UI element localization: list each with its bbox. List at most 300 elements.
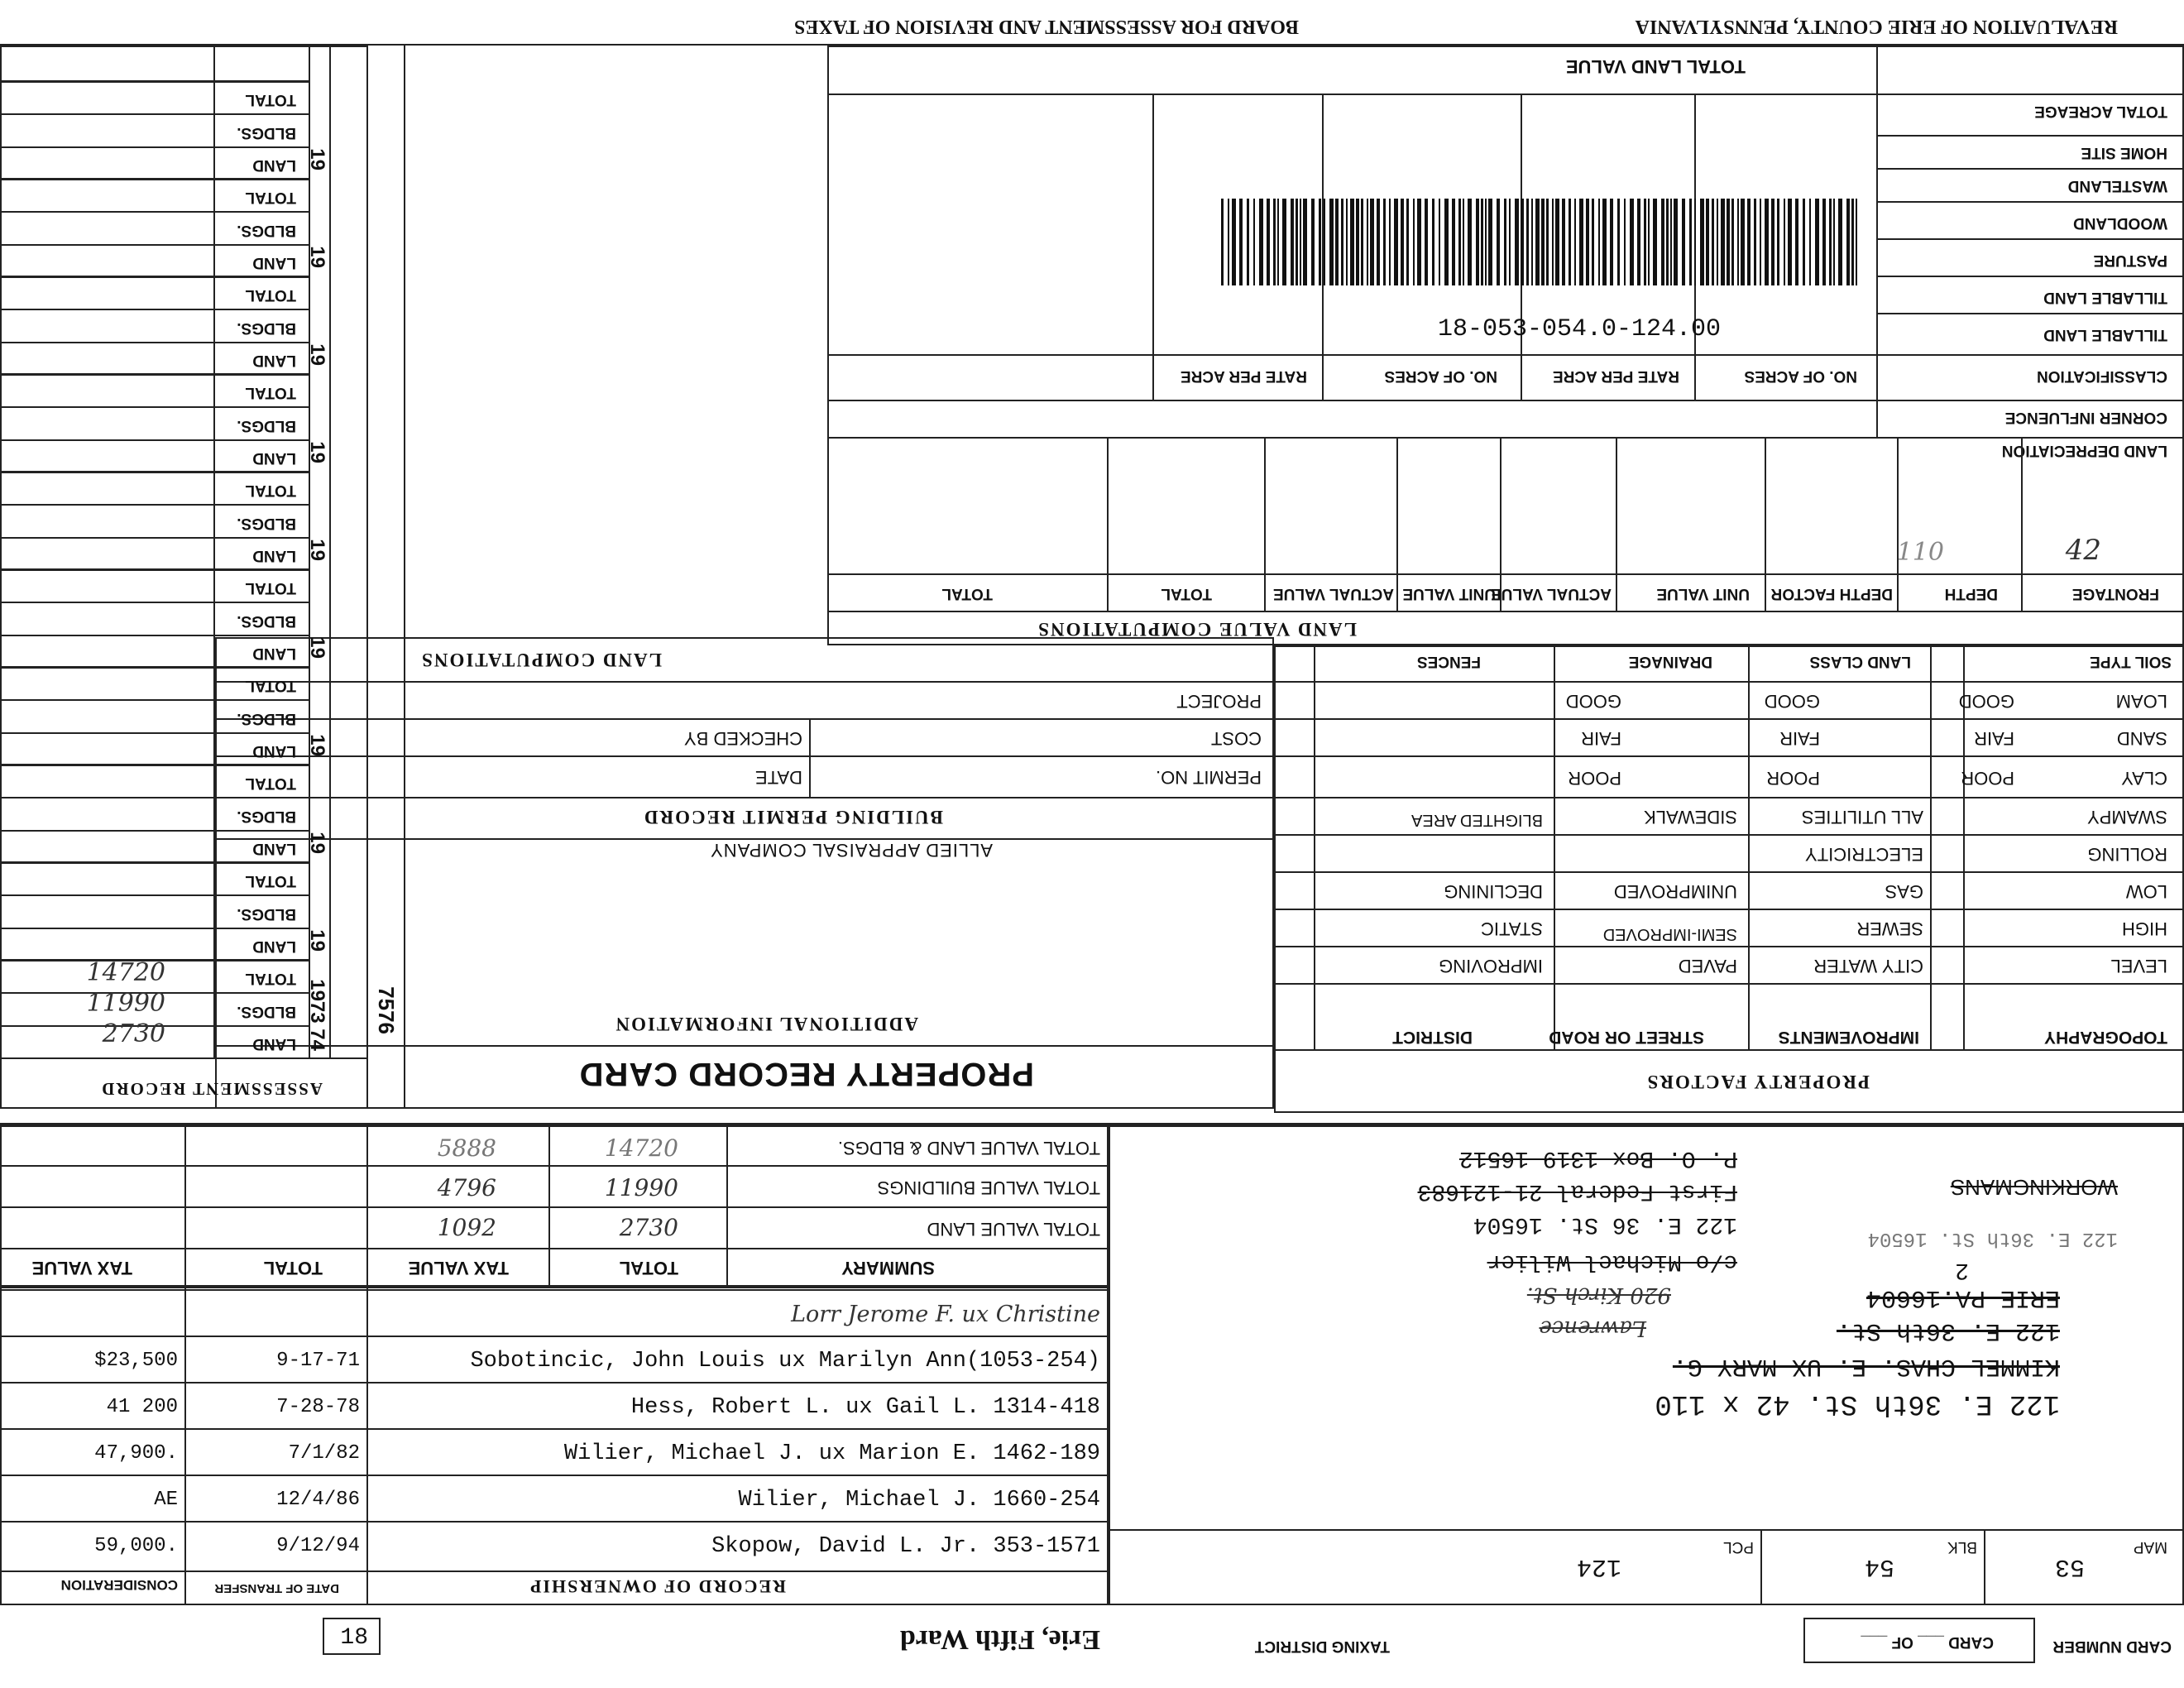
assessment-label: TOTAL	[245, 384, 296, 402]
summary-tax-0: 1092	[437, 1214, 496, 1241]
permit-project: PROJECT	[1176, 691, 1262, 712]
assessment-grid-line	[0, 471, 310, 473]
grade-fair-2: FAIR	[1779, 728, 1820, 749]
barcode-bar	[1541, 199, 1545, 285]
addr-line-2: 122 E. 36 St. 16504	[1473, 1211, 1737, 1237]
summary-extra-tax: TAX VALUE	[31, 1258, 132, 1278]
frontage-value: 42	[2065, 534, 2101, 567]
legal-1: 122 E. 36th St.	[1836, 1316, 2060, 1345]
barcode-bar	[1401, 199, 1404, 285]
barcode-bar	[1653, 199, 1657, 285]
barcode-bar	[1617, 199, 1620, 285]
barcode-bar	[1389, 199, 1391, 285]
ownership-consideration-header: CONSIDERATION	[60, 1577, 178, 1593]
assessment-label: LAND	[252, 254, 296, 271]
barcode-bar	[1526, 199, 1529, 285]
permit-checked-by: CHECKED BY	[683, 728, 802, 749]
total-land-value-label: TOTAL LAND VALUE	[1565, 56, 1746, 77]
topo-0: LEVEL	[2110, 956, 2167, 976]
assessment-label: BLDGS.	[237, 709, 296, 727]
map-value: 53	[2054, 1552, 2085, 1580]
barcode-bar	[1721, 199, 1725, 285]
barcode-bar	[1531, 199, 1533, 285]
street-4: SIDEWALK	[1644, 807, 1737, 827]
land-row-0: TOTAL ACREAGE	[2034, 103, 2167, 120]
address-line: 122 E. 36th St. 16504	[1867, 1227, 2118, 1249]
summary-header-total: TOTAL	[619, 1258, 678, 1278]
assessment-grid-line	[0, 276, 310, 278]
soil-header-2: DRAINAGE	[1628, 653, 1712, 670]
barcode-bar	[1586, 199, 1589, 285]
barcode-bar	[1535, 199, 1540, 285]
grade-poor-2: POOR	[1766, 768, 1820, 789]
assessment-label: BLDGS.	[237, 123, 296, 141]
impr-3: ELECTRICITY	[1804, 844, 1923, 865]
assessment-year-prefix: 19	[306, 441, 328, 463]
grade-good-3: GOOD	[1565, 691, 1621, 712]
barcode-bar	[1521, 199, 1524, 285]
barcode-bar	[1838, 199, 1842, 285]
assessment-label: LAND	[252, 645, 296, 662]
barcode-bar	[1833, 199, 1835, 285]
assessment-grid-line	[0, 797, 310, 798]
ownership-row-line	[0, 1521, 1109, 1523]
blk-value: 54	[1864, 1552, 1894, 1580]
box-number-value: 18	[340, 1625, 368, 1651]
barcode-bar	[1737, 199, 1739, 285]
barcode-bar	[1346, 199, 1348, 285]
pcl-value: 124	[1576, 1552, 1621, 1580]
barcode-bar	[1717, 199, 1718, 285]
barcode-bar	[1795, 199, 1798, 285]
barcode-bar	[1579, 199, 1583, 285]
land-row-2: WASTELAND	[2067, 177, 2167, 194]
barcode-bar	[1267, 199, 1270, 285]
barcode-bar	[1727, 199, 1730, 285]
assessment-label: TOTAL	[245, 482, 296, 500]
barcode-bar	[1394, 199, 1398, 285]
summary-row-label-1: TOTAL VALUE BUILDINGS	[877, 1177, 1100, 1198]
calc-header-0: FRONTAGE	[2071, 585, 2159, 602]
barcode-bar	[1661, 199, 1664, 285]
assessment-label: LAND	[252, 742, 296, 760]
grade-poor-3: POOR	[1568, 768, 1621, 789]
barcode-bar	[1439, 199, 1440, 285]
assessment-grid-line	[0, 146, 310, 148]
barcode-bar	[1291, 199, 1294, 285]
barcode-bar	[1822, 199, 1826, 285]
number-two: 2	[1955, 1257, 1969, 1283]
barcode-bar	[1452, 199, 1455, 285]
ownership-row-text: Hess, Robert L. ux Gail L. 1314-418	[630, 1395, 1100, 1420]
assessment-grid-line	[0, 635, 310, 636]
barcode-bar	[1674, 199, 1678, 285]
barcode-bar	[1232, 199, 1236, 285]
pf-header-3: DISTRICT	[1392, 1028, 1473, 1047]
ownership-row-date: 9-17-71	[276, 1350, 360, 1372]
barcode-bar	[1239, 199, 1243, 285]
district-2: DECLINING	[1444, 881, 1543, 902]
soil-type-0: LOAM	[2115, 691, 2167, 712]
barcode-bar	[1624, 199, 1626, 285]
barcode-bar	[1367, 199, 1368, 285]
pf-header-1: IMPROVEMENTS	[1778, 1028, 1919, 1047]
summary-header-tax: TAX VALUE	[408, 1258, 509, 1278]
barcode-bar	[1221, 199, 1224, 285]
assessment-label: LAND	[252, 449, 296, 467]
grade-fair-1: FAIR	[1974, 728, 2014, 749]
assessment-grid-line	[0, 830, 310, 832]
ownership-row-date: 7-28-78	[276, 1396, 360, 1418]
calc-header-2: DEPTH FACTOR	[1770, 585, 1893, 602]
summary-extra-total: TOTAL	[263, 1258, 323, 1278]
barcode-bar	[1644, 199, 1646, 285]
barcode-bar	[1592, 199, 1594, 285]
board-title: BOARD FOR ASSESSMENT AND REVISION OF TAXES	[794, 16, 1299, 37]
barcode-bar	[1259, 199, 1263, 285]
parcel-number: 18-053-054.0-124.00	[1437, 315, 1721, 343]
legal-0: ERIE PA.16604	[1866, 1283, 2060, 1312]
barcode-bar	[1463, 199, 1464, 285]
assessment-grid-line	[0, 764, 310, 766]
barcode-bar	[1311, 199, 1315, 285]
pf-header-0: TOPOGRAPHY	[2044, 1028, 2167, 1047]
card-number-label: CARD NUMBER	[2052, 1638, 2172, 1655]
land-row-5: TILLABLE LAND	[2043, 289, 2167, 306]
addr-line-3: c/o Michael Wilier	[1487, 1249, 1737, 1274]
assessment-label: TOTAL	[245, 872, 296, 890]
impr-0: CITY WATER	[1813, 956, 1923, 976]
summary-tax-2: 5888	[437, 1134, 496, 1162]
assessment-year-prefix: 19	[306, 832, 328, 854]
barcode-bar	[1319, 199, 1321, 285]
barcode-bar	[1856, 199, 1857, 285]
barcode-bar	[1350, 199, 1354, 285]
barcode-bar	[1413, 199, 1415, 285]
barcode-bar	[1741, 199, 1745, 285]
barcode-bar	[1228, 199, 1229, 285]
summary-header-summary: SUMMARY	[841, 1258, 935, 1278]
legal-3: 122 E. 36th St. 42 x 110	[1655, 1388, 2060, 1419]
assessment-grid-line	[0, 178, 310, 180]
blk-label: BLK	[1947, 1538, 1977, 1556]
assessment-label: BLDGS.	[237, 514, 296, 532]
land-computations-title: LAND COMPUTATIONS	[420, 650, 662, 670]
barcode-bar	[1788, 199, 1792, 285]
permit-no: PERMIT NO.	[1156, 767, 1262, 788]
permit-title: BUILDING PERMIT RECORD	[642, 807, 943, 827]
barcode-bar	[1356, 199, 1359, 285]
calc-header-7: TOTAL	[1161, 585, 1212, 602]
pcl-label: PCL	[1723, 1538, 1754, 1556]
barcode-bar	[1458, 199, 1461, 285]
ownership-row-date: 9/12/94	[276, 1535, 360, 1557]
soil-type-1: SAND	[2116, 728, 2167, 749]
topo-1: HIGH	[2122, 918, 2167, 939]
barcode-bar	[1562, 199, 1565, 285]
assessment-label: BLDGS.	[237, 319, 296, 337]
assessment-label: TOTAL	[245, 91, 296, 109]
barcode-bar	[1488, 199, 1492, 285]
barcode-bar	[1637, 199, 1640, 285]
barcode-bar	[1666, 199, 1669, 285]
addr-line-0: P. O. Box 1319 16512	[1458, 1145, 1737, 1171]
barcode-bar	[1515, 199, 1519, 285]
assessment-label: LAND	[252, 1035, 296, 1053]
assessment-grid-line	[0, 406, 310, 408]
barcode-bar	[1569, 199, 1571, 285]
assessment-grid-line	[0, 602, 310, 603]
summary-row-label-2: TOTAL VALUE LAND & BLDGS.	[837, 1138, 1100, 1158]
impr-4: ALL UTILITIES	[1801, 807, 1923, 827]
assessment-label: TOTAL	[245, 286, 296, 305]
taxing-district-label: TAXING DISTRICT	[1254, 1638, 1390, 1655]
workingmans: WORKINGMANS	[1950, 1175, 2118, 1200]
street-1: SEMI-IMPROVED	[1602, 925, 1737, 943]
barcode-bar	[1809, 199, 1811, 285]
barcode-bar	[1370, 199, 1374, 285]
soil-header-1: LAND CLASS	[1809, 653, 1911, 670]
assessment-label: LAND	[252, 156, 296, 174]
barcode-bar	[1747, 199, 1751, 285]
soil-type-2: CLAY	[2121, 768, 2167, 789]
barcode-bar	[1712, 199, 1714, 285]
summary-row-label-0: TOTAL VALUE LAND	[927, 1219, 1100, 1240]
land-row-8: CORNER INFLUENCE	[2004, 409, 2167, 426]
street-0: PAVED	[1678, 956, 1737, 976]
assessment-grid-line	[0, 928, 310, 929]
land-row-4: PASTURE	[2093, 252, 2167, 269]
barcode-bar	[1803, 199, 1805, 285]
ownership-row-consideration: 59,000.	[94, 1535, 178, 1557]
barcode-bar	[1829, 199, 1832, 285]
barcode-bar	[1851, 199, 1854, 285]
ownership-row-consideration: 47,900.	[94, 1442, 178, 1465]
barcode-bar	[1682, 199, 1685, 285]
barcode-bar	[1335, 199, 1339, 285]
assessment-label: BLDGS.	[237, 1002, 296, 1020]
barcode-bar	[1700, 199, 1704, 285]
topo-3: ROLLING	[2087, 844, 2167, 865]
grade-good-2: GOOD	[1764, 691, 1820, 712]
addr-line-1: First Federal 21-121683	[1417, 1178, 1737, 1204]
assessment-label: LAND	[252, 352, 296, 369]
barcode-bar	[1481, 199, 1483, 285]
street-2: UNIMPROVED	[1613, 881, 1737, 902]
land-row-1: HOME SITE	[2081, 144, 2167, 161]
grade-good-1: GOOD	[1958, 691, 2014, 712]
barcode-bar	[1417, 199, 1421, 285]
ownership-row-line	[0, 1428, 1109, 1430]
assessment-label: TOTAL	[245, 677, 296, 695]
barcode-bar	[1476, 199, 1479, 285]
pf-header-2: STREET OR ROAD	[1549, 1028, 1704, 1047]
barcode-bar	[1329, 199, 1334, 285]
topo-4: SWAMPY	[2087, 807, 2167, 827]
barcode-bar	[1468, 199, 1472, 285]
barcode-bar	[1324, 199, 1325, 285]
assessment-label: TOTAL	[245, 579, 296, 597]
ownership-row-text: Lorr Jerome F. ux Christine	[791, 1302, 1100, 1327]
assessment-title: ASSESSMENT RECORD	[100, 1079, 323, 1099]
barcode-bar	[1509, 199, 1511, 285]
center-section	[215, 637, 1274, 1109]
soil-header-3: FENCES	[1416, 653, 1481, 670]
barcode-bar	[1282, 199, 1286, 285]
barcode-bar	[1277, 199, 1279, 285]
barcode-bar	[1303, 199, 1307, 285]
calc-header-8: TOTAL	[941, 585, 993, 602]
barcode-bar	[1648, 199, 1650, 285]
assessment-label: LAND	[252, 938, 296, 955]
assessment-total-value: 14720	[86, 958, 165, 987]
land-row-3: WOODLAND	[2073, 214, 2167, 232]
barcode-bar	[1706, 199, 1709, 285]
grade-poor-1: POOR	[1961, 768, 2014, 789]
barcode-bar	[1546, 199, 1549, 285]
barcode-bar	[1341, 199, 1343, 285]
summary-total-0: 2730	[619, 1214, 678, 1241]
assessment-grid-line	[0, 80, 310, 83]
taxing-district-value: Erie, Fifth Ward	[899, 1624, 1100, 1655]
land-row-7: CLASSIFICATION	[2037, 367, 2167, 385]
assessment-grid-line	[0, 666, 310, 669]
appraisal-company: ALLIED APPRAISAL COMPANY	[710, 840, 993, 861]
ownership-row-consideration: $23,500	[94, 1350, 178, 1372]
card-title: PROPERTY RECORD CARD	[578, 1056, 1034, 1092]
barcode-bar	[1425, 199, 1428, 285]
barcode-bar	[1497, 199, 1500, 285]
assessment-label: TOTAL	[245, 970, 296, 988]
revaluation-title: REVALUATION OF ERIE COUNTY, PENNSYLVANIA	[1635, 16, 2118, 37]
assessment-label: LAND	[252, 840, 296, 857]
barcode-bar	[1444, 199, 1449, 285]
land-value-computations-title: LAND VALUE COMPUTATIONS	[1037, 619, 1357, 640]
property-factors-title: PROPERTY FACTORS	[1645, 1072, 1870, 1092]
summary-total-1: 11990	[604, 1174, 678, 1201]
barcode-bar	[1815, 199, 1819, 285]
parcel-barcode	[1204, 194, 1866, 290]
assessment-grid-line	[0, 568, 310, 571]
ownership-row-date: 7/1/82	[288, 1442, 360, 1465]
barcode-bar	[1296, 199, 1298, 285]
assessment-grid-line	[0, 309, 310, 310]
assessment-grid-line	[0, 113, 310, 115]
barcode-bar	[1760, 199, 1761, 285]
addr-line-4: 920 Kirch St.	[1526, 1283, 1671, 1307]
assessment-label: BLDGS.	[237, 416, 296, 434]
assessment-grid-line	[0, 439, 310, 441]
district-1: STATIC	[1481, 918, 1543, 939]
barcode-bar	[1670, 199, 1672, 285]
barcode-bar	[1247, 199, 1249, 285]
assessment-label: BLDGS.	[237, 611, 296, 630]
ownership-row-consideration: AE	[154, 1489, 178, 1511]
barcode-bar	[1694, 199, 1696, 285]
additional-info-title: ADDITIONAL INFORMATION	[614, 1014, 918, 1034]
assessment-grid-line	[0, 537, 310, 539]
ownership-row-line	[0, 1336, 1109, 1337]
ownership-title: RECORD OF OWNERSHIP	[529, 1576, 786, 1597]
calc-header-3: UNIT VALUE	[1656, 585, 1750, 602]
acre-header-2: NO. OF ACRES	[1384, 367, 1497, 385]
assessment-year-prefix: 19	[306, 539, 328, 561]
barcode-bar	[1771, 199, 1774, 285]
assessment-label: TOTAL	[245, 189, 296, 207]
assessment-label: BLDGS.	[237, 807, 296, 825]
assessment-year-prefix: 19	[306, 246, 328, 268]
barcode-bar	[1432, 199, 1434, 285]
assessment-year-prefix: 19	[306, 734, 328, 756]
barcode-bar	[1754, 199, 1756, 285]
acre-header-0: NO. OF ACRES	[1744, 367, 1857, 385]
ownership-row-line	[0, 1382, 1109, 1383]
card-of-label: CARD ___ OF ___	[1861, 1633, 1994, 1651]
summary-tax-1: 4796	[437, 1174, 496, 1201]
barcode-bar	[1689, 199, 1692, 285]
assessment-year-prefix: 19	[306, 929, 328, 952]
impr-1: SEWER	[1856, 918, 1923, 939]
assessment-label: TOTAL	[245, 774, 296, 793]
ownership-row-text: Wilier, Michael J. ux Marion E. 1462-189	[563, 1441, 1100, 1466]
assessment-first-year: 1973 74	[306, 979, 328, 1051]
calc-header-5: UNIT VALUE	[1402, 585, 1496, 602]
district-0: IMPROVING	[1439, 956, 1543, 976]
soil-header-0: SOIL TYPE	[2090, 653, 2172, 670]
barcode-bar	[1630, 199, 1634, 285]
summary-total-2: 14720	[604, 1134, 678, 1162]
ownership-row-text: Skopow, David L. Jr. 353-1571	[711, 1534, 1100, 1559]
barcode-bar	[1300, 199, 1301, 285]
legal-2: KIMMEL CHAS. E. UX MARY G.	[1672, 1352, 2060, 1380]
grade-fair-3: FAIR	[1581, 728, 1621, 749]
barcode-bar	[1602, 199, 1607, 285]
side-number: 7576	[374, 986, 399, 1034]
permit-cost: COST	[1210, 728, 1262, 749]
barcode-bar	[1784, 199, 1785, 285]
calc-header-4: ACTUAL VALUE	[1490, 585, 1612, 602]
permit-date: DATE	[754, 767, 802, 788]
assessment-land-value: 2730	[102, 1019, 165, 1048]
calc-header-6: ACTUAL VALUE	[1272, 585, 1394, 602]
assessment-grid-line	[0, 244, 310, 246]
barcode-bar	[1485, 199, 1487, 285]
calc-header-1: DEPTH	[1944, 585, 1998, 602]
assessment-grid-line	[0, 861, 310, 864]
barcode-bar	[1598, 199, 1600, 285]
land-row-6: TILLABLE LAND	[2043, 326, 2167, 343]
acre-header-3: RATE PER ACRE	[1180, 367, 1307, 385]
barcode-bar	[1377, 199, 1380, 285]
impr-2: GAS	[1885, 881, 1923, 902]
acre-header-1: RATE PER ACRE	[1552, 367, 1679, 385]
topo-2: LOW	[2125, 881, 2167, 902]
barcode-bar	[1273, 199, 1276, 285]
barcode-bar	[1406, 199, 1409, 285]
assessment-label: LAND	[252, 547, 296, 564]
ownership-row-line	[0, 1289, 1109, 1291]
barcode-bar	[1504, 199, 1506, 285]
assessment-label: BLDGS.	[237, 904, 296, 923]
assessment-year-prefix: 19	[306, 636, 328, 659]
assessment-label: BLDGS.	[237, 221, 296, 239]
district-4: BLIGHTED AREA	[1411, 811, 1543, 829]
assessment-grid-line	[0, 504, 310, 506]
ownership-row-text: Wilier, Michael J. 1660-254	[738, 1488, 1100, 1513]
assessment-grid-line	[0, 894, 310, 896]
barcode-bar	[1731, 199, 1734, 285]
barcode-bar	[1253, 199, 1255, 285]
